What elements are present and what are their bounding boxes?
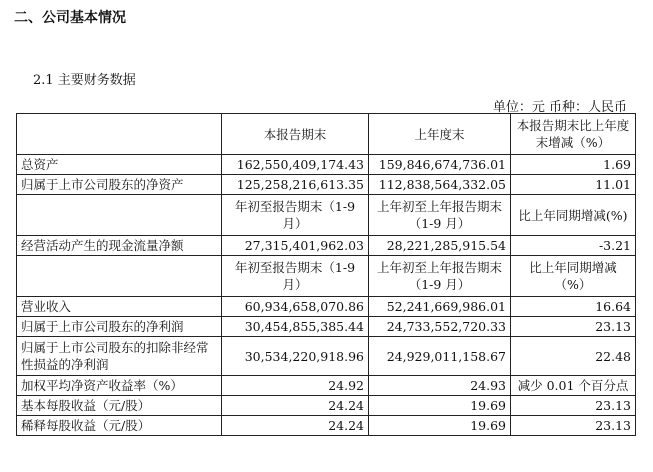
table-cell: 52,241,669,986.01 (369, 297, 511, 317)
table-cell: 24,929,011,158.67 (369, 337, 511, 376)
table-cell: 30,454,855,385.44 (222, 317, 369, 337)
table-row (17, 396, 636, 416)
table-cell: 24.92 (222, 376, 369, 396)
table-row (17, 236, 636, 256)
table-cell: 112,838,564,332.05 (369, 175, 511, 195)
header-cell: 上年初至上年报告期末（1-9 月） (369, 195, 511, 236)
table-header-row (17, 195, 636, 236)
table-cell: 24.24 (222, 396, 369, 416)
header-cell: 上年度末 (369, 114, 511, 155)
table-row (17, 175, 636, 195)
table-cell: 125,258,216,613.35 (222, 175, 369, 195)
header-cell: 本报告期末比上年度末增减（%） (511, 114, 636, 155)
header-cell: 年初至报告期末（1-9 月） (222, 195, 369, 236)
table-row (17, 416, 636, 436)
table-cell: 162,550,409,174.43 (222, 155, 369, 175)
table-cell: 19.69 (369, 416, 511, 436)
row-label: 归属于上市公司股东的净资产 (17, 175, 222, 195)
table-cell: 27,315,401,962.03 (222, 236, 369, 256)
table-cell: 24.24 (222, 416, 369, 436)
table-row (17, 317, 636, 337)
subsection-title: 2.1 主要财务数据 (33, 73, 136, 88)
table-cell: 24.93 (369, 376, 511, 396)
header-cell: 年初至报告期末（1-9 月） (222, 256, 369, 297)
table-cell: 23.13 (511, 396, 636, 416)
table-cell: -3.21 (511, 236, 636, 256)
row-label: 稀释每股收益（元/股） (17, 416, 222, 436)
header-cell (17, 114, 222, 155)
header-cell: 比上年同期增减(%) (511, 195, 636, 236)
table-cell: 23.13 (511, 317, 636, 337)
table-cell: 24,733,552,720.33 (369, 317, 511, 337)
table-cell: 1.69 (511, 155, 636, 175)
unit-currency-note: 单位：元 币种：人民币 (492, 100, 627, 115)
row-label: 归属于上市公司股东的扣除非经常性损益的净利润 (17, 337, 222, 376)
table-cell: 16.64 (511, 297, 636, 317)
header-cell (17, 195, 222, 236)
row-label: 营业收入 (17, 297, 222, 317)
table-cell: 28,221,285,915.54 (369, 236, 511, 256)
header-cell: 比上年同期增减（%） (511, 256, 636, 297)
row-label: 加权平均净资产收益率（%） (17, 376, 222, 396)
header-cell: 本报告期末 (222, 114, 369, 155)
section-title: 二、公司基本情况 (14, 10, 126, 26)
table-cell: 11.01 (511, 175, 636, 195)
financial-data-table (16, 113, 636, 436)
table-row (17, 155, 636, 175)
table-row (17, 297, 636, 317)
row-label: 基本每股收益（元/股） (17, 396, 222, 416)
table-cell: 19.69 (369, 396, 511, 416)
table-cell: 60,934,658,070.86 (222, 297, 369, 317)
table-row (17, 337, 636, 376)
header-cell (17, 256, 222, 297)
row-label: 经营活动产生的现金流量净额 (17, 236, 222, 256)
table-cell: 159,846,674,736.01 (369, 155, 511, 175)
table-cell: 30,534,220,918.96 (222, 337, 369, 376)
table-header-row (17, 114, 636, 155)
table-header-row (17, 256, 636, 297)
table-row (17, 376, 636, 396)
row-label: 总资产 (17, 155, 222, 175)
table-cell: 22.48 (511, 337, 636, 376)
table-cell: 减少 0.01 个百分点 (511, 376, 636, 396)
table-cell: 23.13 (511, 416, 636, 436)
row-label: 归属于上市公司股东的净利润 (17, 317, 222, 337)
header-cell: 上年初至上年报告期末（1-9 月） (369, 256, 511, 297)
